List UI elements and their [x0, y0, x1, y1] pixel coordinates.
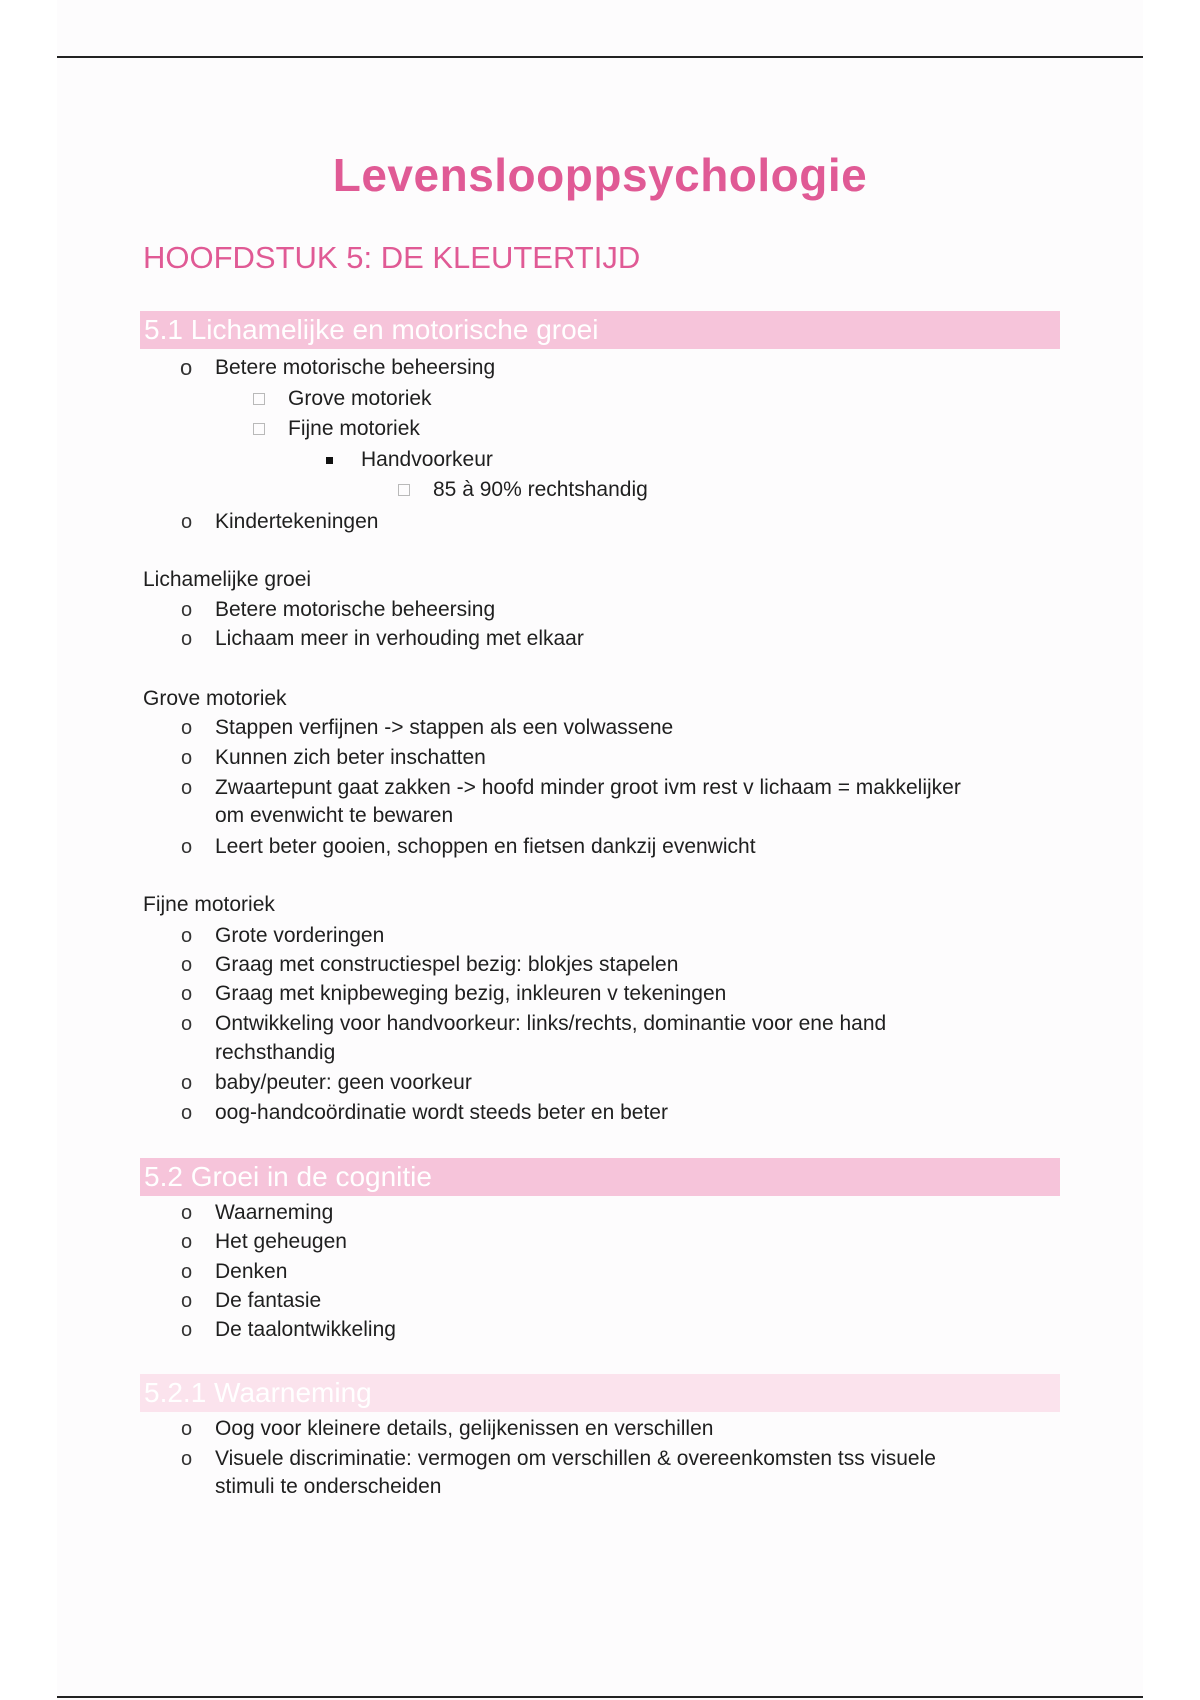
circle-bullet-icon: o [181, 777, 193, 799]
circle-bullet-icon: o [181, 599, 193, 621]
circle-bullet-icon: o [181, 1261, 193, 1283]
list-item: Kunnen zich beter inschatten [215, 746, 486, 769]
filled-square-bullet-icon [326, 457, 333, 464]
list-item: Grote vorderingen [215, 924, 385, 947]
checkbox-bullet-icon [253, 393, 265, 405]
outline-subitem: Grove motoriek [288, 387, 432, 410]
outline-subitem: Fijne motoriek [288, 417, 420, 440]
top-rule [57, 56, 1143, 58]
list-item: baby/peuter: geen voorkeur [215, 1071, 472, 1094]
circle-bullet-icon: o [181, 1290, 193, 1312]
list-item: Betere motorische beheersing [215, 598, 496, 621]
circle-bullet-icon: o [181, 1102, 193, 1124]
paragraph-label: Grove motoriek [143, 687, 287, 710]
outline-item: Betere motorische beheersing [215, 356, 496, 379]
outline-subsubitem: Handvoorkeur [361, 448, 493, 471]
circle-bullet-icon: o [181, 1448, 193, 1470]
list-item-continuation: rechsthandig [215, 1041, 336, 1064]
hollow-circle-bullet-icon: o [180, 355, 193, 380]
circle-bullet-icon: o [181, 1231, 193, 1253]
checkbox-bullet-icon [253, 423, 265, 435]
list-item: Zwaartepunt gaat zakken -> hoofd minder groot ivm rest v lichaam = makkelijker [215, 776, 961, 799]
circle-bullet-icon: o [181, 1202, 193, 1224]
circle-bullet-icon: o [181, 1013, 193, 1035]
circle-bullet-icon: o [181, 717, 193, 739]
list-item: Stappen verfijnen -> stappen als een volwassene [215, 716, 674, 739]
section-heading-5-2: 5.2 Groei in de cognitie [140, 1158, 1060, 1196]
list-item-continuation: om evenwicht te bewaren [215, 804, 454, 827]
circle-bullet-icon: o [181, 628, 193, 650]
list-item: Waarneming [215, 1201, 334, 1224]
list-item: Visuele discriminatie: vermogen om verschillen & overeenkomsten tss visuele [215, 1447, 936, 1470]
circle-bullet-icon: o [181, 511, 193, 533]
outline-item: Kindertekeningen [215, 510, 379, 533]
paragraph-label: Lichamelijke groei [143, 568, 312, 591]
circle-bullet-icon: o [181, 1418, 193, 1440]
list-item: oog-handcoördinatie wordt steeds beter en beter [215, 1101, 668, 1124]
document-title: Levenslooppsychologie [332, 149, 868, 201]
circle-bullet-icon: o [181, 983, 193, 1005]
checkbox-bullet-icon [398, 484, 410, 496]
circle-bullet-icon: o [181, 836, 193, 858]
list-item: Graag met constructiespel bezig: blokjes stapelen [215, 953, 679, 976]
circle-bullet-icon: o [181, 1319, 193, 1341]
section-heading-5-1: 5.1 Lichamelijke en motorische groei [140, 311, 1060, 349]
circle-bullet-icon: o [181, 954, 193, 976]
list-item-continuation: stimuli te onderscheiden [215, 1475, 442, 1498]
paragraph-label: Fijne motoriek [143, 893, 275, 916]
circle-bullet-icon: o [181, 747, 193, 769]
chapter-heading: HOOFDSTUK 5: DE KLEUTERTIJD [143, 240, 641, 275]
list-item: Leert beter gooien, schoppen en fietsen dankzij evenwicht [215, 835, 756, 858]
circle-bullet-icon: o [181, 1072, 193, 1094]
list-item: Ontwikkeling voor handvoorkeur: links/rechts, dominantie voor ene hand [215, 1012, 887, 1035]
list-item: Lichaam meer in verhouding met elkaar [215, 627, 584, 650]
list-item: Denken [215, 1260, 288, 1283]
list-item: De fantasie [215, 1289, 322, 1312]
bottom-rule [57, 1696, 1143, 1698]
list-item: Graag met knipbeweging bezig, inkleuren v tekeningen [215, 982, 727, 1005]
circle-bullet-icon: o [181, 925, 193, 947]
list-item: Het geheugen [215, 1230, 347, 1253]
outline-subsubsubitem: 85 à 90% rechtshandig [433, 478, 648, 501]
list-item: Oog voor kleinere details, gelijkenissen en verschillen [215, 1417, 714, 1440]
section-heading-5-2-1: 5.2.1 Waarneming [140, 1374, 1060, 1412]
list-item: De taalontwikkeling [215, 1318, 396, 1341]
